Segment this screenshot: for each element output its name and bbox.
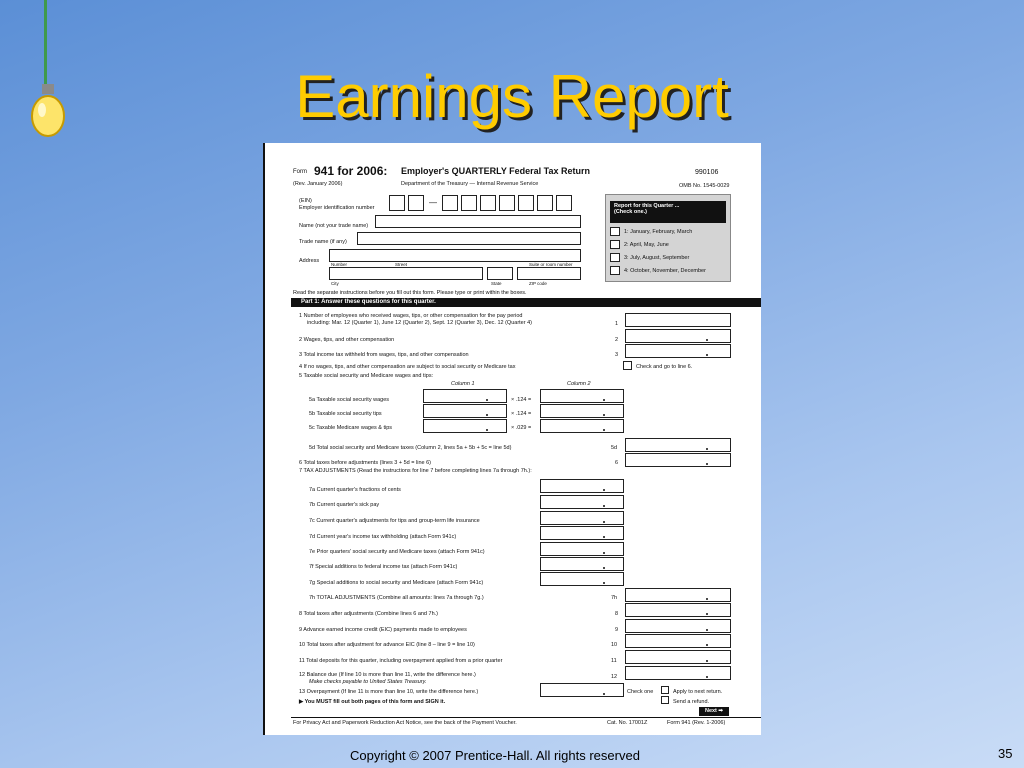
address-label: Address (299, 258, 320, 264)
state-label: State (491, 281, 502, 286)
line-2-field[interactable] (625, 329, 731, 343)
line-1-field[interactable] (625, 313, 731, 327)
line-9-field[interactable] (625, 619, 731, 633)
form-code: 990106 (695, 169, 719, 176)
line-10-number: 10 (611, 642, 618, 648)
quarter-1-label: 1: January, February, March (624, 229, 693, 235)
line-7g-field[interactable] (540, 572, 624, 586)
line-5c-col2-field[interactable] (540, 419, 624, 433)
line-5b-label: 5b Taxable social security tips (309, 411, 382, 417)
line-4-checkbox[interactable] (623, 361, 632, 370)
line-7e-label: 7e Prior quarters' social security and Medicare taxes (attach Form 941c) (309, 549, 485, 555)
line-7g-label: 7g Special additions to social security and Medicare (attach Form 941c) (309, 580, 484, 586)
part1-header (291, 298, 761, 307)
instructions-text: Read the separate instructions before you fill out this form. Please type or print within the boxes. (293, 290, 527, 296)
copyright-footer: Copyright © 2007 Prentice-Hall. All rights reserved (350, 748, 640, 763)
line-5b-multiplier: × .124 = (511, 411, 532, 417)
line-12-number: 12 (611, 674, 618, 680)
line-9-label: 9 Advance earned income credit (EIC) payments made to employees (299, 627, 467, 633)
address-street-label: Street (395, 262, 408, 267)
quarter-1-checkbox[interactable] (610, 227, 620, 236)
part1-title: Part 1: Answer these questions for this quarter. (301, 299, 436, 305)
line-5b-col2-field[interactable] (540, 404, 624, 418)
line-3-number: 3 (615, 352, 619, 358)
line-7f-label: 7f Special additions to federal income tax (attach Form 941c) (309, 564, 458, 570)
line-8-label: 8 Total taxes after adjustments (Combine lines 6 and 7h.) (299, 611, 439, 617)
ein-digit-box[interactable] (499, 195, 515, 211)
form-title: Employer's QUARTERLY Federal Tax Return (401, 166, 591, 176)
line-5c-multiplier: × .029 = (511, 425, 532, 431)
line-13-label: 13 Overpayment (If line 11 is more than line 10, write the difference here.) (299, 689, 479, 695)
line-7f-field[interactable] (540, 557, 624, 571)
report-quarter-header (610, 201, 726, 223)
quarter-4-checkbox[interactable] (610, 266, 620, 275)
state-field[interactable] (487, 267, 513, 280)
ein-digit-box[interactable] (461, 195, 477, 211)
line-5b-col1-field[interactable] (423, 404, 507, 418)
line-7c-field[interactable] (540, 511, 624, 525)
line-6-label: 6 Total taxes before adjustments (lines 3 + 5d = line 6) (299, 460, 431, 466)
line-5-label: 5 Taxable social security and Medicare wages and tips: (299, 373, 434, 379)
line-7d-label: 7d Current year's income tax withholding (attach Form 941c) (309, 534, 457, 540)
line-8-field[interactable] (625, 603, 731, 617)
quarter-2-checkbox[interactable] (610, 240, 620, 249)
line-9-number: 9 (615, 627, 619, 633)
address-suite-label: Suite or room number (529, 262, 573, 267)
form-department: Department of the Treasury — Internal Revenue Service (401, 181, 539, 187)
line-7h-field[interactable] (625, 588, 731, 602)
apply-next-return-label: Apply to next return. (673, 689, 723, 695)
line-7a-label: 7a Current quarter's fractions of cents (309, 487, 401, 493)
name-field[interactable] (375, 215, 581, 228)
line-7h-number: 7h (611, 595, 618, 601)
line-5d-field[interactable] (625, 438, 731, 452)
quarter-2-label: 2: April, May, June (624, 242, 669, 248)
line-7b-label: 7b Current quarter's sick pay (309, 502, 380, 508)
line-5a-col1-field[interactable] (423, 389, 507, 403)
form-revision: (Rev. January 2006) (293, 181, 343, 187)
ein-digit-box[interactable] (442, 195, 458, 211)
report-quarter-subtitle: (Check one.) (614, 209, 648, 215)
quarter-3-label: 3: July, August, September (624, 255, 690, 261)
line-5d-number: 5d (611, 445, 618, 451)
line-11-label: 11 Total deposits for this quarter, including overpayment applied from a prior quarter (299, 658, 503, 664)
line-2-number: 2 (615, 337, 619, 343)
catalog-number: Cat. No. 17001Z (607, 720, 648, 726)
form-number: 941 for 2006: (314, 164, 388, 178)
line-5c-col1-field[interactable] (423, 419, 507, 433)
ein-digit-box[interactable] (389, 195, 405, 211)
line-12-label: 12 Balance due (If line 10 is more than line 11, write the difference here.) (299, 672, 476, 678)
omb-number: OMB No. 1545-0029 (679, 183, 730, 189)
ein-digit-box[interactable] (408, 195, 424, 211)
city-label: City (331, 281, 339, 286)
line-12-field[interactable] (625, 666, 731, 680)
line-7c-label: 7c Current quarter's adjustments for tips and group-term life insurance (309, 518, 480, 524)
line-6-field[interactable] (625, 453, 731, 467)
quarter-4-label: 4: October, November, December (624, 268, 706, 274)
line-13-field[interactable] (540, 683, 624, 697)
line-7e-field[interactable] (540, 542, 624, 556)
slide-title: Earnings Report (295, 63, 729, 130)
city-field[interactable] (329, 267, 483, 280)
line-3-label: 3 Total income tax withheld from wages, tips, and other compensation (299, 352, 469, 358)
form-941-image (263, 143, 761, 735)
report-quarter-title: Report for this Quarter ... (614, 203, 680, 209)
form-footer: Form 941 (Rev. 1-2006) (667, 720, 726, 726)
line-4-label: 4 If no wages, tips, and other compensation are subject to social security or Medicare tax (299, 364, 516, 370)
column-2-header: Column 2 (567, 381, 591, 387)
next-page-button[interactable]: Next ➡ (699, 707, 729, 716)
line-5d-label: 5d Total social security and Medicare taxes (Column 2, lines 5a + 5b + 5c = line 5d) (309, 445, 512, 451)
column-1-header: Column 1 (451, 381, 475, 387)
line-11-number: 11 (611, 658, 617, 664)
name-label: Name (not your trade name) (299, 223, 369, 229)
must-fill-notice: ▶ You MUST fill out both pages of this form and SIGN it. (299, 699, 446, 705)
line-7d-field[interactable] (540, 526, 624, 540)
ein-digit-box[interactable] (556, 195, 572, 211)
line-7b-field[interactable] (540, 495, 624, 509)
check-one-label: Check one (627, 689, 654, 695)
line-10-field[interactable] (625, 634, 731, 648)
send-refund-checkbox[interactable] (661, 696, 669, 704)
line-5a-col2-field[interactable] (540, 389, 624, 403)
line-2-label: 2 Wages, tips, and other compensation (299, 337, 395, 343)
send-refund-label: Send a refund. (673, 699, 710, 705)
apply-next-return-checkbox[interactable] (661, 686, 669, 694)
line-1-number: 1 (615, 321, 619, 327)
line-3-field[interactable] (625, 344, 731, 358)
line-7-label: 7 TAX ADJUSTMENTS (Read the instructions for line 7 before completing lines 7a through 7h.): (299, 468, 532, 474)
report-quarter-panel (605, 194, 731, 282)
line-5c-label: 5c Taxable Medicare wages & tips (309, 425, 393, 431)
ein-digit-box[interactable] (537, 195, 553, 211)
address-street-field[interactable] (329, 249, 581, 262)
privacy-notice: For Privacy Act and Paperwork Reduction Act Notice, see the back of the Payment Voucher. (293, 720, 517, 726)
quarter-3-checkbox[interactable] (610, 253, 620, 262)
ein-digit-box[interactable] (480, 195, 496, 211)
line-11-field[interactable] (625, 650, 731, 664)
line-1-label-cont: including: Mar. 12 (Quarter 1), June 12 (Quarter 2), Sept. 12 (Quarter 3), Dec. 12 (Quarter 4) (307, 320, 532, 326)
page-number: 35 (998, 746, 1013, 761)
ein-label: (EIN) Employer identification number (299, 198, 375, 211)
address-number-label: Number (331, 262, 348, 267)
line-12-sub: Make checks payable to United States Treasury. (309, 679, 427, 685)
line-10-label: 10 Total taxes after adjustment for advance EIC (line 8 – line 9 = line 10) (299, 642, 475, 648)
line-5a-label: 5a Taxable social security wages (309, 397, 389, 403)
zip-label: ZIP code (529, 281, 547, 286)
ein-dash: — (429, 198, 437, 207)
line-7h-label: 7h TOTAL ADJUSTMENTS (Combine all amounts: lines 7a through 7g.) (309, 595, 484, 601)
trade-name-label: Trade name (if any) (299, 239, 347, 245)
ein-digit-box[interactable] (518, 195, 534, 211)
line-5a-multiplier: × .124 = (511, 397, 532, 403)
line-1-label: 1 Number of employees who received wages, tips, or other compensation for the pay period (299, 313, 523, 319)
zip-field[interactable] (517, 267, 581, 280)
footer-rule (291, 717, 761, 718)
line-4-check-label: Check and go to line 6. (636, 364, 693, 370)
trade-name-field[interactable] (357, 232, 581, 245)
line-6-number: 6 (615, 460, 619, 466)
form-label: Form (293, 169, 307, 175)
line-8-number: 8 (615, 611, 619, 617)
line-7a-field[interactable] (540, 479, 624, 493)
